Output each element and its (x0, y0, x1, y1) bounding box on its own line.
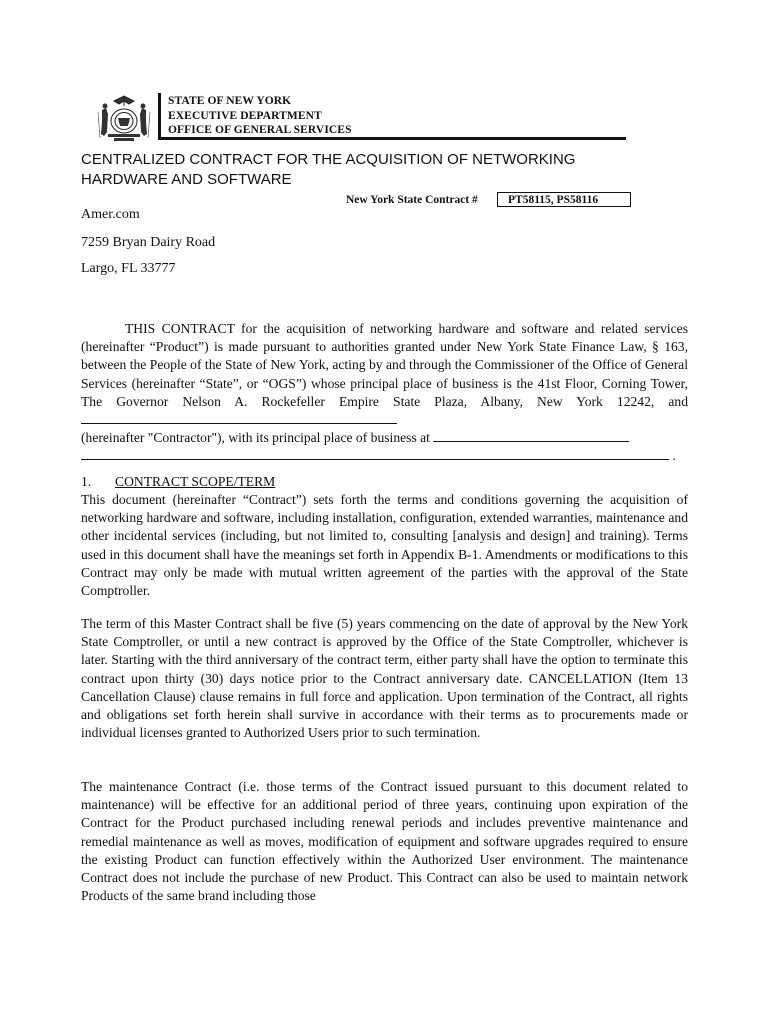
section-number: 1. (81, 474, 92, 489)
letterhead (96, 92, 626, 142)
business-address-blank[interactable] (433, 430, 629, 442)
scope-paragraph: This document (hereinafter “Contract”) sets forth the terms and conditions governing the acquisition of networking hardware and software, including installation, configuration, extended warranties, maintenance and other incidental services (including, but not limited to, consulting [analysis and design] and training). Terms used in this document shall have the meanings set forth in Appendix B-1. Amendments or modifications to this Contract may only be made with mutual written agreement of the parties with the approval of the State Comptroller. (81, 492, 688, 599)
section-heading (81, 474, 275, 490)
contractor-name: Amer.com (81, 207, 140, 222)
term-paragraph: The term of this Master Contract shall be five (5) years commencing on the date of approval by the New York State Comptroller, or until a new contract is approved by the Office of the State Comptroller, whichever is later. Starting with the third anniversary of the contract term, either party shall have the option to terminate this contract upon thirty (30) days notice prior to the Contract anniversary date. CANCELLATION (Item 13 Cancellation Clause) clause remains in full force and application. Upon termination of the Contract, all rights and obligations set forth herein shall survive in accordance with their terms as to procurements made or individual licenses granted to Authorized Users prior to such termination. (81, 616, 688, 741)
contractor-street: 7259 Bryan Dairy Road (81, 235, 216, 250)
intro-text: THIS CONTRACT for the acquisition of networking hardware and software and related services (hereinafter “Product”) is made pursuant to authorities granted under New York State Finance Law, § 163, between the People of the State of New York, acting by and through the Commissioner of the Office of General Services (hereinafter “State”, or “OGS”) whose principal place of business is the 41st Floor, Corning Tower, The Governor Nelson A. Rockefeller Empire State Plaza, Albany, New York 12242, and (81, 321, 688, 409)
section-title: CONTRACT SCOPE/TERM (115, 474, 276, 489)
business-address-blank-2[interactable] (81, 448, 669, 460)
intro-paragraph (81, 320, 688, 466)
contract-number-label: New York State Contract # (346, 194, 478, 206)
document-title (81, 150, 641, 190)
title-line: CENTRALIZED CONTRACT FOR THE ACQUISITION OF NETWORKING (81, 151, 576, 168)
intro-text-contractor: (hereinafter "Contractor"), with its principal place of business at (81, 430, 430, 446)
header-vertical-rule (158, 93, 161, 139)
agency-line: STATE OF NEW YORK (168, 95, 292, 107)
contract-number-box: PT58115, PS58116 (497, 192, 631, 207)
contractor-name-blank[interactable] (81, 412, 397, 424)
title-line: HARDWARE AND SOFTWARE (81, 171, 292, 188)
maintenance-paragraph: The maintenance Contract (i.e. those terms of the Contract issued pursuant to this document related to maintenance) will be effective for an additional period of three years, continuing upon expiration of the Contract for the Product purchased including renewal periods and includes preventive maintenance and remedial maintenance as well as moves, modification of equipment and software upgrades required to ensure the existing Product can function effectively within the Authorized User environment. The maintenance Contract does not include the purchase of new Product. This Contract can also be used to maintain network Products of the same brand including those (81, 779, 688, 904)
intro-period: . (672, 448, 676, 464)
agency-line: EXECUTIVE DEPARTMENT (168, 109, 322, 122)
agency-block (168, 94, 352, 138)
state-seal-icon (96, 92, 152, 142)
agency-line: OFFICE OF GENERAL SERVICES (168, 124, 352, 136)
contractor-city: Largo, FL 33777 (81, 261, 176, 276)
